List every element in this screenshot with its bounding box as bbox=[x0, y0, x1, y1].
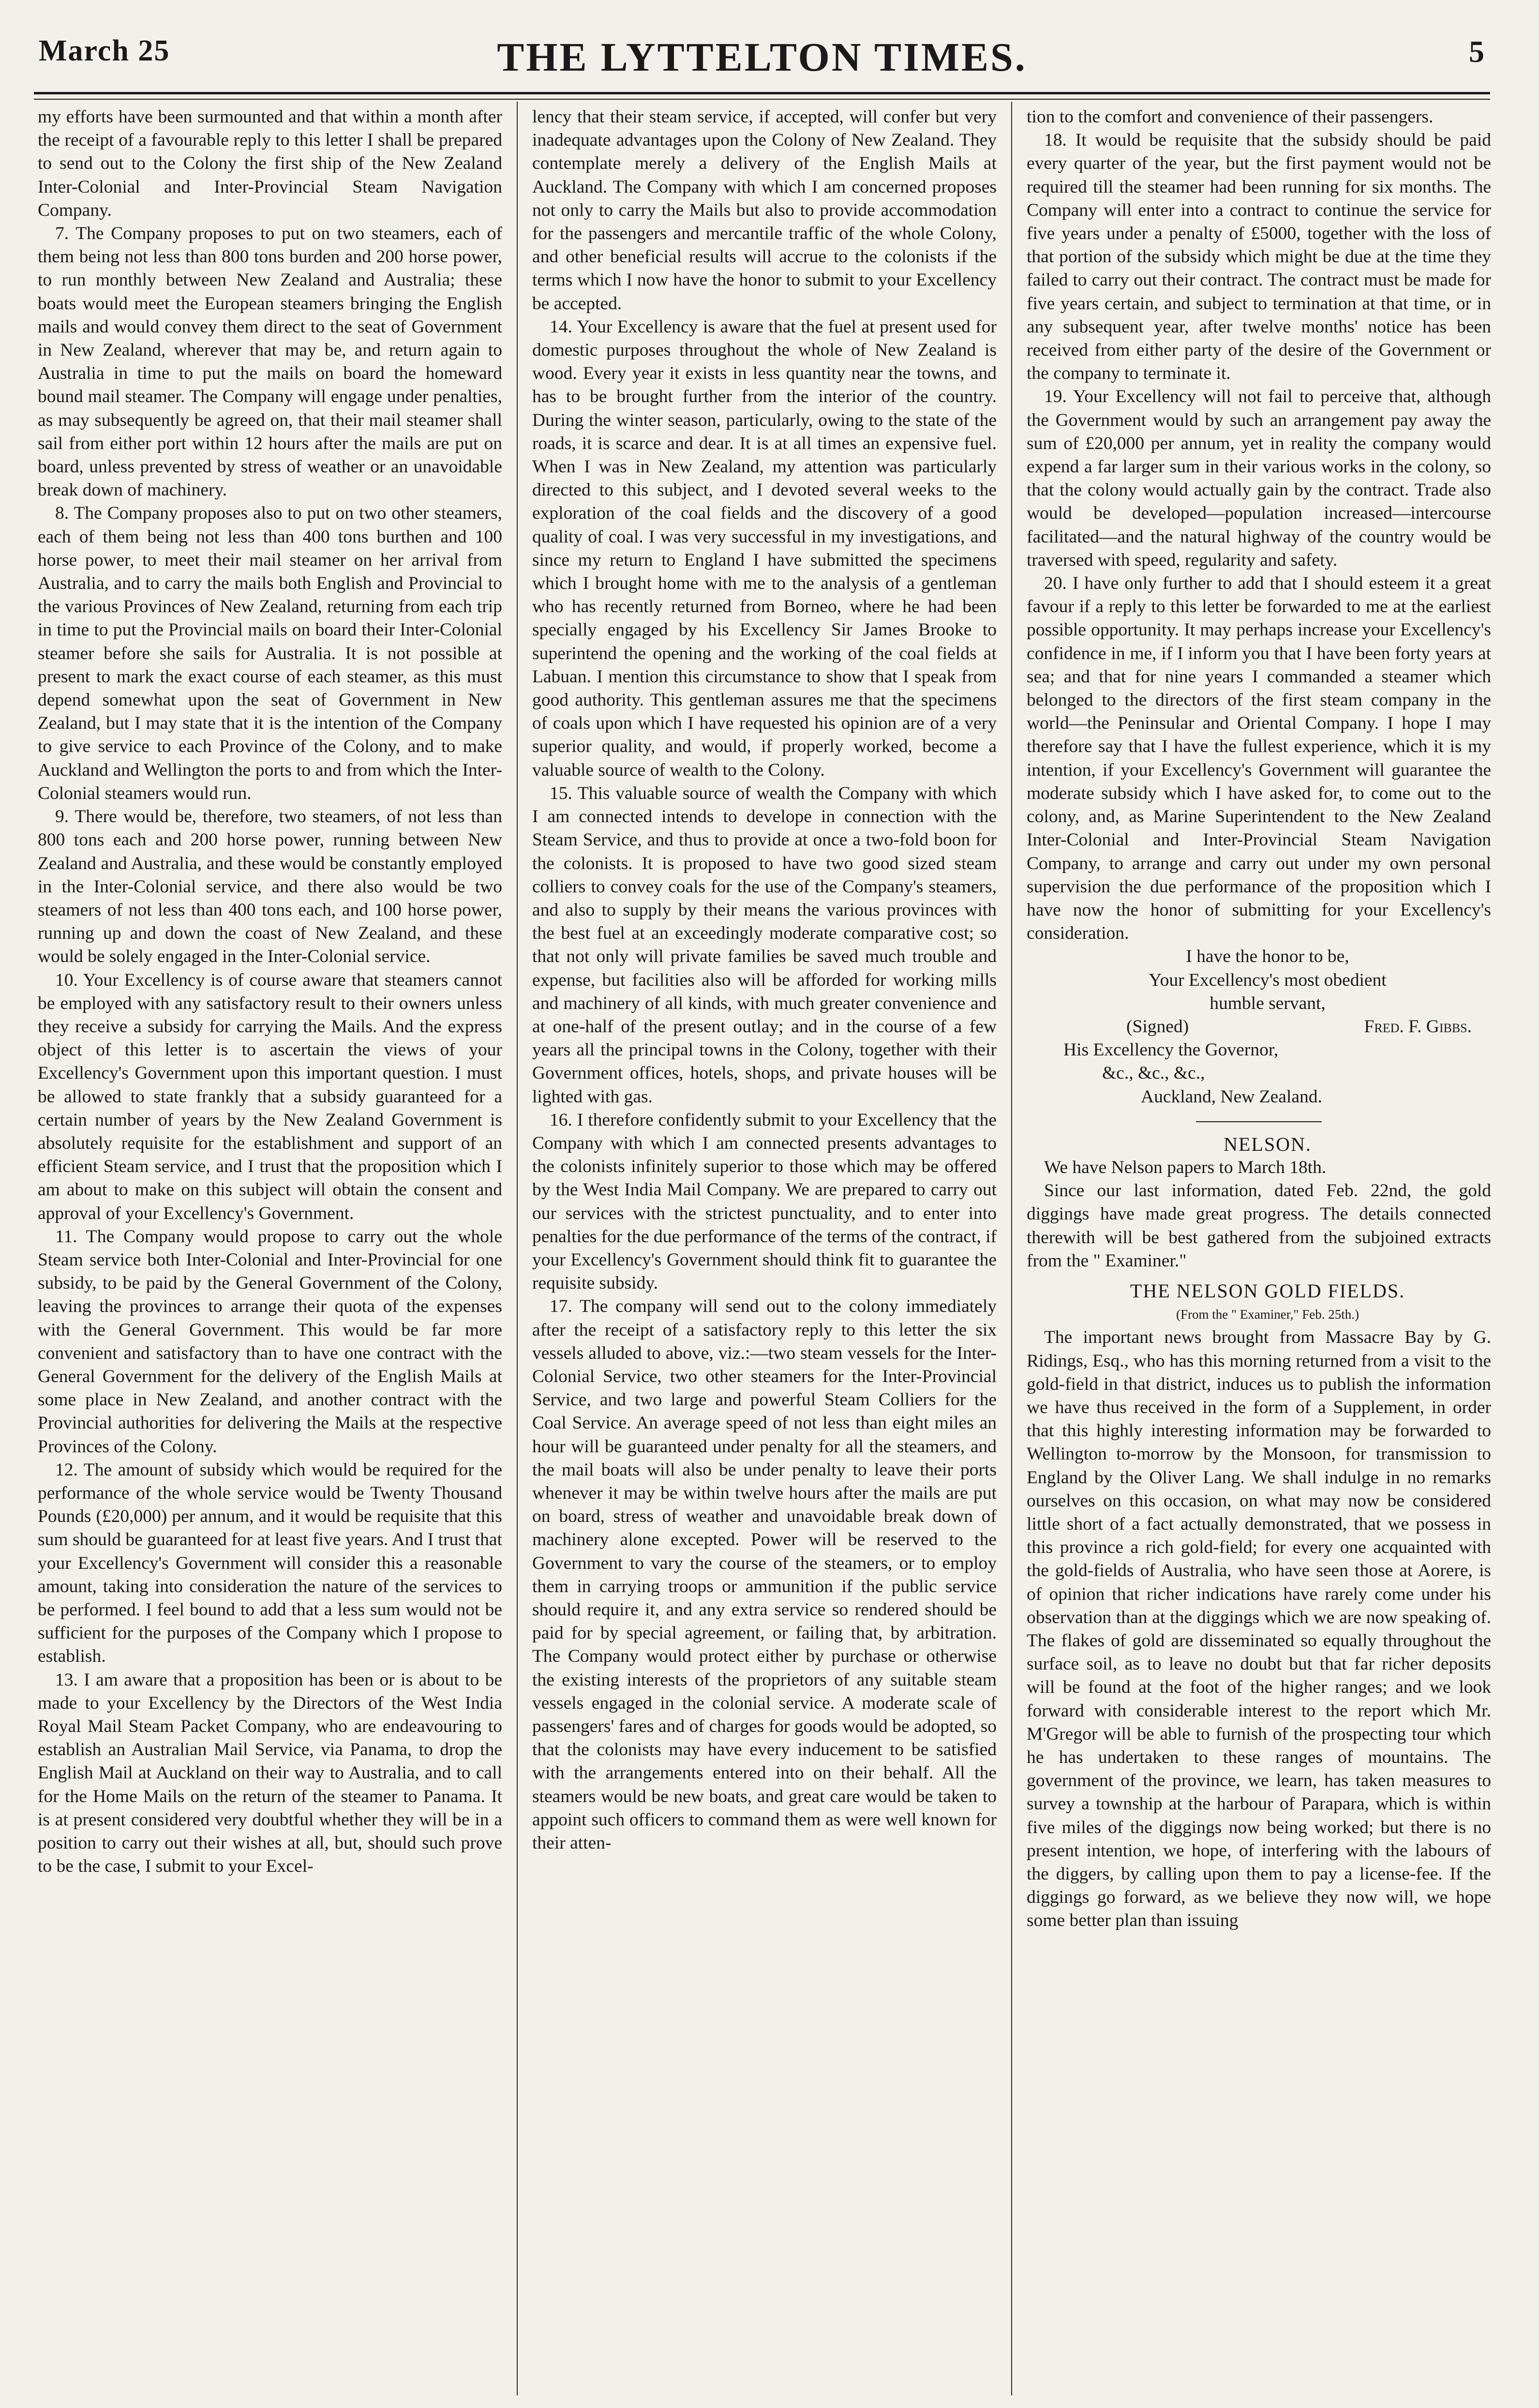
paragraph-14: 14. Your Excellency is aware that the fuel at present used for domestic purposes throughout the whole of New Zealand is wood. Every year it exists in less quantity near the towns, and has to be brought further from the interior of the country. During the winter season, particularly, owing to the state of the roads, it is scarce and dear. It is at all times an expensive fuel. When I was in New Zealand, my attention was particularly directed to this subject, and I devoted several weeks to the exploration of the coal fields and the discovery of a good quality of coal. I was very successful in my investigations, and since my return to England I have submitted the specimens which I brought home with me to the analysis of a gentleman who has recently returned from Borneo, where he had been specially engaged by his Excellency Sir James Brooke to superintend the opening and the working of the coal fields at Labuan. I mention this circumstance to show that I speak from good authority. This gentleman assures me that the specimens of coals upon which I have requested his opinion are of a very superior quality, and would, if properly worked, become a valuable source of wealth to the Colony. bbox=[532, 316, 997, 780]
address-line: His Excellency the Governor, bbox=[1063, 1040, 1279, 1060]
column-1 bbox=[38, 105, 502, 2399]
paragraph-15: 15. This valuable source of wealth the Company with which I am connected intends to develope in connection with the Steam Service, and thus to provide at once a two-fold boon for the colonists. It is proposed to have two good sized steam colliers to convey coals for the use of the Company's steamers, and also to supply by their means the various provinces with the best fuel at an exceedingly moderate comparative cost; so that not only will private families be saved much trouble and expense, but facilities also will be afforded for working mills and machinery of all kinds, with much greater convenience and at one-half of the present outlay; and in the course of a few years all the principal towns in the Colony, together with their Government offices, hotels, shops, and private houses will be lighted with gas. bbox=[532, 783, 997, 1107]
article-heading: THE NELSON GOLD FIELDS. bbox=[1130, 1279, 1405, 1302]
column-3 bbox=[1027, 105, 1491, 2399]
paragraph-19: 19. Your Excellency will not fail to perceive that, although the Government would by such an arrangement pay away the sum of £20,000 per annum, yet in reality the company would expend a far larger sum in their various works in the colony, so that the colony would actually gain by the contract. Trade also would be developed—population increased—intercourse facilitated—and the natural highway of the country would be traversed with speed, regularity and safety. bbox=[1027, 387, 1491, 570]
paragraph: The important news brought from Massacre Bay by G. Ridings, Esq., who has this morning returned from a visit to the gold-field in that district, induces us to publish the information we have thus received in the form of a Supplement, in order that this highly interesting information may be forwarded to Wellington to-morrow by the Monsoon, for transmission to England by the Oliver Lang. We shall indulge in no remarks ourselves on this occasion, on what may now be considered little short of a fact actually demonstrated, that we possess in this province a rich gold-field; for every one acquainted with the gold-fields of Australia, who have seen those at Aorere, is of opinion that richer indications have rarely come under his observation than at the diggings which we are now speaking of. The flakes of gold are disseminated so equally throughout the surface soil, as to leave no doubt but that far richer deposits will be found at the foot of the higher ranges; and we look forward with considerable interest to the report which Mr. M'Gregor will be able to furnish of the prospecting tour which he has undertaken to these ranges of mountains. The government of the province, we learn, has taken measures to survey a township at the harbour of Parapara, which is within five miles of the diggings now being worked; but there is no present intention, we hope, of interfering with the labours of the diggers, by calling upon them to pay a license-fee. If the diggings go forward, as we believe they now will, we hope some better plan than issuing bbox=[1027, 1327, 1491, 1931]
column-2 bbox=[532, 105, 997, 2399]
paragraph-20: 20. I have only further to add that I should esteem it a great favour if a reply to this letter be forwarded to me at the earliest possible opportunity. It may perhaps increase your Excellency's confidence in me, if I inform you that I have been forty years at sea; and that for nine years I commanded a steamer which belonged to the directors of the first steam company in the world—the Peninsular and Oriental Company. I hope I may therefore say that I have the fullest experience, which it is my intention, if your Excellency's Government will guarantee the moderate subsidy which I have asked for, to come out to the colony, and, as Marine Superintendent to the New Zealand Inter-Colonial and Inter-Provincial Steam Navigation Company, to arrange and carry out under my own personal supervision the due performance of the proposition which I have now the honor of submitting for your Excellency's consideration. bbox=[1027, 573, 1491, 944]
signatory-name: Fred. F. Gibbs. bbox=[1364, 1016, 1472, 1037]
signed-line bbox=[1027, 1015, 1491, 1038]
paragraph: lency that their steam service, if accepted, will confer but very inadequate advantages upon the Colony of New Zealand. They contemplate merely a delivery of the English Mails at Auckland. The Company with which I am concerned proposes not only to carry the Mails but also to provide accommodation for the passengers and mercantile traffic of the whole Colony, and other beneficial results will accrue to the colonists if the terms which I now have the honor to submit to your Excellency be accepted. bbox=[532, 107, 997, 314]
paragraph: Since our last information, dated Feb. 22nd, the gold diggings have made great progress. The details connected therewith will be best gathered from the subjoined extracts from the " Examiner." bbox=[1027, 1181, 1491, 1271]
closing-line: Your Excellency's most obedient bbox=[1149, 970, 1387, 990]
paragraph: We have Nelson papers to March 18th. bbox=[1044, 1157, 1327, 1177]
closing-line: I have the honor to be, bbox=[1186, 947, 1349, 967]
masthead-rule-thick bbox=[34, 92, 1490, 94]
signed-label: (Signed) bbox=[1126, 1016, 1189, 1037]
column-divider bbox=[1011, 102, 1012, 2395]
letter-signature bbox=[1027, 945, 1491, 1108]
paragraph-8: 8. The Company proposes also to put on two other steamers, each of them being not less than 400 tons burthen and 100 horse power, to meet their mail steamer on her arrival from Australia, and to carry the mails both English and Provincial to the various Provinces of New Zealand, returning from each trip in time to put the Provincial mails on board their Inter-Colonial steamer before she sails for Australia. It is not possible at present to mark the exact course of each steamer, as this must depend somewhat upon the seat of Government in New Zealand, but I may state that it is the intention of the Company to give service to each Province of the Colony, and to make Auckland and Wellington the ports to and from which the Inter-Colonial steamers would run. bbox=[38, 503, 502, 803]
paragraph: tion to the comfort and convenience of their passengers. bbox=[1027, 107, 1434, 127]
column-divider bbox=[517, 102, 518, 2395]
paragraph-18: 18. It would be requisite that the subsidy should be paid every quarter of the year, but the first payment would not be required till the steamer had been running for six months. The Company will enter into a contract to continue the service for five years under a penalty of £5000, together with the loss of that portion of the subsidy which might be due at the time they failed to carry out their contract. The contract must be made for five years certain, and subject to termination at that time, or in any subsequent year, after twelve months' notice has been received from either party of the desire of the Government or the company to terminate it. bbox=[1027, 130, 1491, 384]
paragraph-16: 16. I therefore confidently submit to your Excellency that the Company with which I am connected presents advantages to the colonists infinitely superior to those which may be offered by the West India Mail Company. We are prepared to carry out our services with the strictest punctuality, and to enter into penalties for the due performance of the terms of the contract, if your Excellency's Government should think fit to guarantee the requisite subsidy. bbox=[532, 1110, 997, 1294]
section-heading: NELSON. bbox=[1224, 1133, 1312, 1155]
address-line: Auckland, New Zealand. bbox=[1141, 1086, 1322, 1107]
paragraph: my efforts have been surmounted and that within a month after the receipt of a favourable reply to this letter I shall be prepared to send out to the Colony the first ship of the New Zealand Inter-Colonial and Inter-Provincial Steam Navigation Company. bbox=[38, 107, 502, 220]
paragraph-13: 13. I am aware that a proposition has been or is about to be made to your Excellency by the Directors of the West India Royal Mail Steam Packet Company, who are endeavouring to establish an Australian Mail Service, via Panama, to drop the English Mail at Auckland on their way to Australia, and to call for the Home Mails on the return of the steamer to Panama. It is at present considered very doubtful whether they will be in a position to carry out their wishes at all, but, should such prove to be the case, I submit to your Excel- bbox=[38, 1670, 502, 1877]
newspaper-title: THE LYTTELTON TIMES. bbox=[497, 35, 1027, 80]
masthead-rule-thin bbox=[34, 99, 1490, 100]
section-divider bbox=[1196, 1121, 1322, 1122]
paragraph-10: 10. Your Excellency is of course aware that steamers cannot be employed with any satisfactory result to their owners unless they receive a subsidy for carrying the Mails. And the express object of this letter is to ascertain the views of your Excellency's Government upon this important question. I must be allowed to state frankly that a subsidy guaranteed for a certain number of years by the New Zealand Government is absolutely requisite for the establishment and support of an efficient Steam service, and I trust that the proposition which I am about to make on this subject will obtain the consent and approval of your Excellency's Government. bbox=[38, 970, 502, 1223]
masthead bbox=[39, 34, 1485, 92]
issue-date: March 25 bbox=[39, 34, 170, 67]
closing-line: humble servant, bbox=[1210, 993, 1326, 1013]
paragraph-9: 9. There would be, therefore, two steamers, of not less than 800 tons each and 200 horse power, running between New Zealand and Australia, and these would be constantly employed in the Inter-Colonial service, and there also would be two steamers of not less than 400 tons each, and 100 horse power, running up and down the coast of New Zealand, and these would be solely engaged in the Inter-Colonial service. bbox=[38, 807, 502, 967]
paragraph-17: 17. The company will send out to the colony immediately after the receipt of a satisfactory reply to this letter the six vessels alluded to above, viz.:—two steam vessels for the Inter-Colonial Service, two other steamers for the Inter-Provincial Service, and two large and powerful Steam Colliers for the Coal Service. An average speed of not less than eight miles an hour will be guaranteed under penalty for all the steamers, and the mail boats will also be under penalty to leave their ports whenever it may be within twelve hours after the mails are put on board, stress of weather and unavoidable break down of machinery alone excepted. Power will be reserved to the Government to vary the course of the steamers, or to employ them in carrying troops or ammunition if the public service should require it, and any extra service so rendered should be paid for by special agreement, or failing that, by arbitration. The Company would protect either by purchase or otherwise the existing interests of the proprietors of any suitable steam vessels engaged in the colonial service. A moderate scale of passengers' fares and of charges for goods would be adopted, so that the colonists may have every inducement to be satisfied with the arrangements entered into on their behalf. All the steamers would be new boats, and great care would be taken to appoint such officers to command them as were well known for their atten- bbox=[532, 1296, 997, 1853]
paragraph-11: 11. The Company would propose to carry out the whole Steam service both Inter-Colonial and Inter-Provincial for one subsidy, to be paid by the General Government of the Colony, leaving the provinces to arrange their quota of the expenses with the General Government. This would be far more convenient and satisfactory than to have one contract with the General Government for the delivery of the English Mails at some place in New Zealand, and another contract with the Provincial authorities for delivering the Mails at the respective Provinces of the Colony. bbox=[38, 1226, 502, 1457]
page-number: 5 bbox=[1469, 34, 1485, 69]
paragraph-7: 7. The Company proposes to put on two steamers, each of them being not less than 800 tons burden and 200 horse power, to run monthly between New Zealand and Australia; these boats would meet the European steamers bringing the English mails and would convey them direct to the seat of Government in New Zealand, wherever that may be, and return again to Australia in time to put the mails on board the homeward bound mail steamer. The Company will engage under penalties, as may subsequently be agreed on, that their mail steamer shall sail from either port within 12 hours after the mails are put on board, unless prevented by stress of weather or an unavoidable break down of machinery. bbox=[38, 224, 502, 500]
paragraph-12: 12. The amount of subsidy which would be required for the performance of the whole service would be Twenty Thousand Pounds (£20,000) per annum, and it would be requisite that this sum should be guaranteed for at least five years. And I trust that your Excellency's Government will consider this a reasonable amount, taking into consideration the nature of the services to be performed. I feel bound to add that a less sum would not be sufficient for the purposes of the Company which I propose to establish. bbox=[38, 1460, 502, 1667]
article-source: (From the " Examiner," Feb. 25th.) bbox=[1176, 1307, 1359, 1322]
address-line: &c., &c., &c., bbox=[1102, 1063, 1205, 1084]
